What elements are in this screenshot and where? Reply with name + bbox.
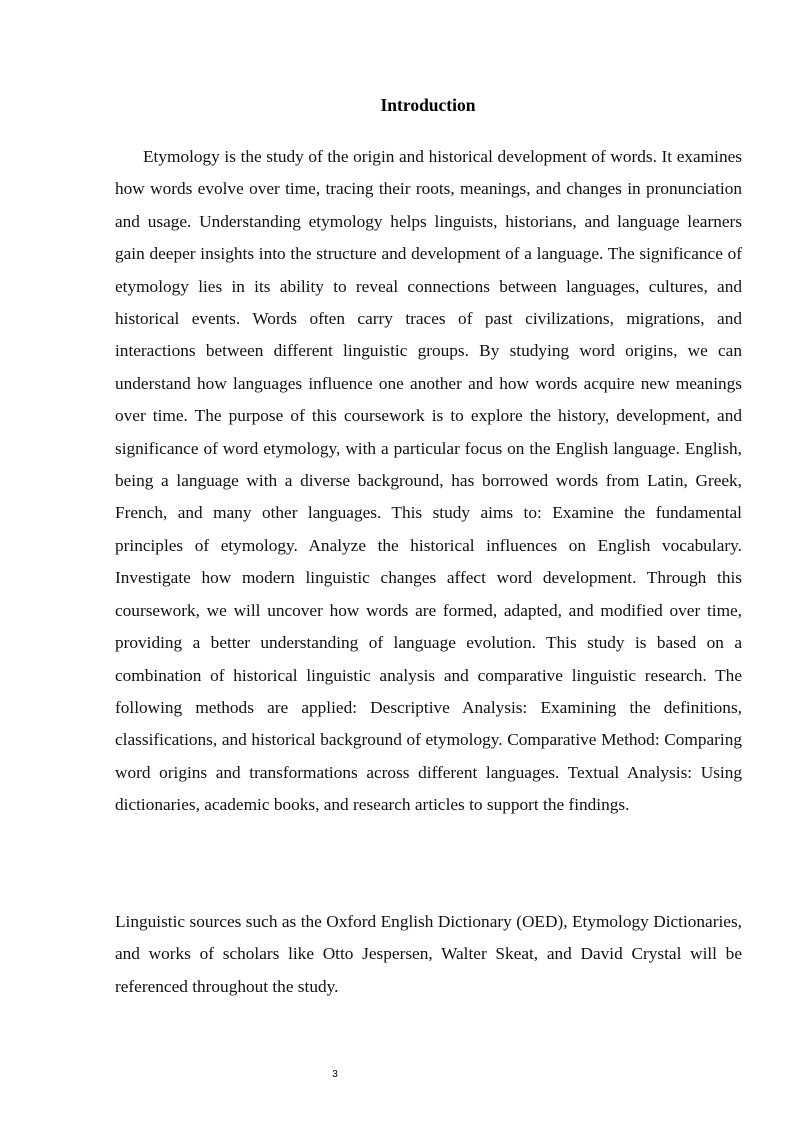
body-paragraph-2: Linguistic sources such as the Oxford English Dictionary (OED), Etymology Dictionaries, and works of scholars like Otto Jespersen, Walter Skeat, and David Crystal will be referenced throughout the study.	[115, 912, 742, 996]
page-title: Introduction	[380, 95, 476, 115]
page-number: 3	[332, 1069, 338, 1080]
body-paragraph-1: Etymology is the study of the origin and historical development of words. It examines how words evolve over time, tracing their roots, meanings, and changes in pronunciation and usage. Understanding etymology helps linguists, historians, and language learners gain deeper insights into the structure and development of a language. The significance of etymology lies in its ability to reveal connections between languages, cultures, and historical events. Words often carry traces of past civilizations, migrations, and interactions between different linguistic groups. By studying word origins, we can understand how languages influence one another and how words acquire new meanings over time. The purpose of this coursework is to explore the history, development, and significance of word etymology, with a particular focus on the English language. English, being a language with a diverse background, has borrowed words from Latin, Greek, French, and many other languages. This study aims to: Examine the fundamental principles of etymology. Analyze the historical influences on English vocabulary. Investigate how modern linguistic changes affect word development. Through this coursework, we will uncover how words are formed, adapted, and modified over time, providing a better understanding of language evolution. This study is based on a combination of historical linguistic analysis and comparative linguistic research. The following methods are applied: Descriptive Analysis: Examining the definitions, classifications, and historical background of etymology. Comparative Method: Comparing word origins and transformations across different languages. Textual Analysis: Using dictionaries, academic books, and research articles to support the findings.	[115, 147, 742, 815]
